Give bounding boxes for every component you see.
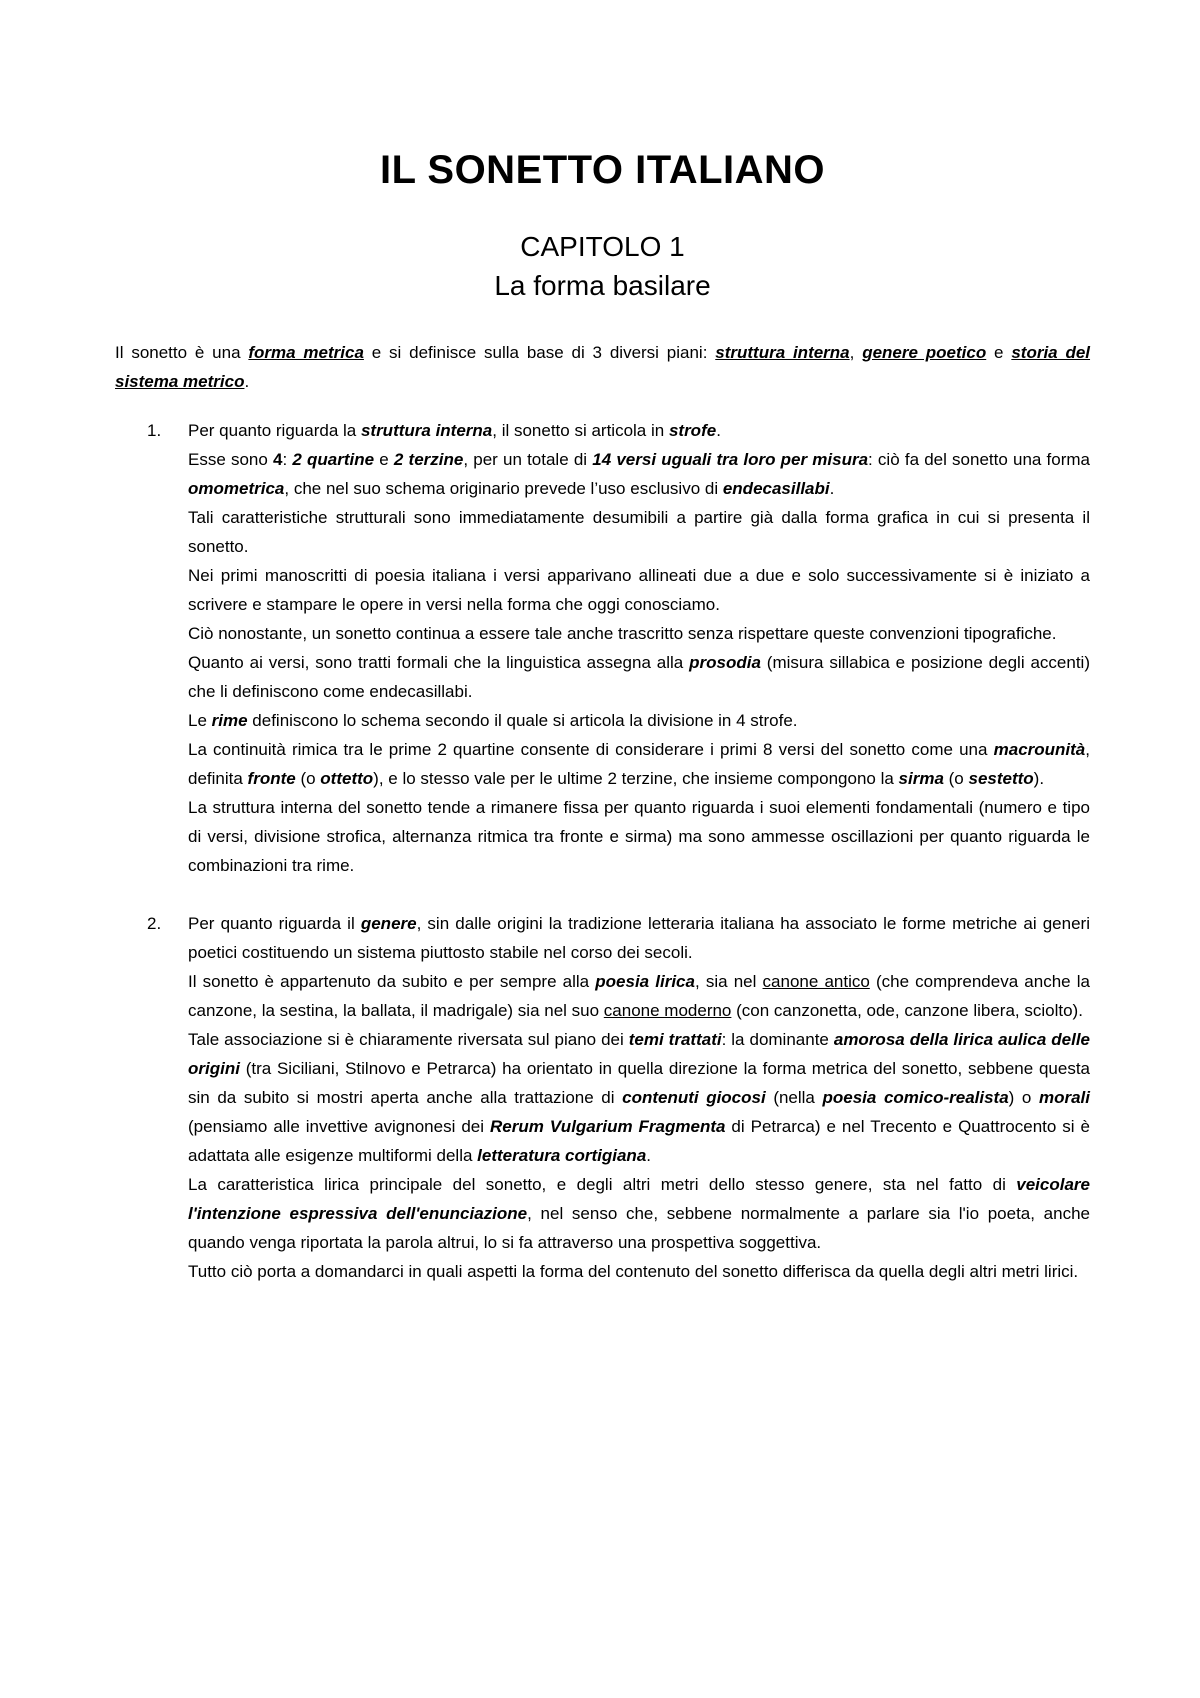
paragraph: Tali caratteristiche strutturali sono immediatamente desumibili a partire già dalla forma grafica in cui si presenta il sonetto. xyxy=(188,508,1090,556)
paragraph: La struttura interna del sonetto tende a rimanere fissa per quanto riguarda i suoi elementi fondamentali (numero e tipo di versi, divisione strofica, alternanza ritmica tra fronte e sirma) ma sono ammesse oscillazioni per quanto riguarda le combinazioni tra rime. xyxy=(188,798,1090,875)
list-item xyxy=(115,909,1090,1286)
key-term: amorosa della lirica aulica delle origini xyxy=(188,1030,1090,1078)
key-term: Rerum Vulgarium Fragmenta xyxy=(489,1117,726,1136)
list-number: 1. xyxy=(147,421,162,440)
key-term: 2 quartine xyxy=(292,450,375,469)
underlined-term: canone antico xyxy=(762,972,870,991)
key-term: genere poetico xyxy=(862,343,987,362)
key-term: prosodia xyxy=(689,653,761,672)
key-term: endecasillabi xyxy=(722,479,830,498)
paragraph: La caratteristica lirica principale del sonetto, e degli altri metri dello stesso genere, sta nel fatto di veicolare l'intenzione espressiva dell'enunciazione, nel senso che, sebbene normalmente a parlare sia l'io poeta, anche quando venga riportata la parola altrui, lo si fa attraverso una prospettiva soggettiva. xyxy=(188,1175,1090,1252)
list-item xyxy=(115,416,1090,880)
paragraph: Per quanto riguarda il genere, sin dalle origini la tradizione letteraria italiana ha associato le forme metriche ai generi poetici costituendo un sistema piuttosto stabile nel corso dei secoli. xyxy=(188,914,1090,962)
intro-paragraph: Il sonetto è una forma metrica e si definisce sulla base di 3 diversi piani: struttura interna, genere poetico e storia del sistema metrico. xyxy=(115,343,1091,391)
paragraph: Esse sono 4: 2 quartine e 2 terzine, per un totale di 14 versi uguali tra loro per misura: ciò fa del sonetto una forma omometrica, che nel suo schema originario prevede l’uso esclusivo di endecasillabi. xyxy=(188,450,1090,498)
key-term: storia del sistema metrico xyxy=(115,343,1091,391)
key-term: sirma xyxy=(898,769,944,788)
numbered-list xyxy=(115,416,1090,1286)
paragraph: La continuità rimica tra le prime 2 quartine consente di considerare i primi 8 versi del sonetto come una macrounità, definita fronte (o ottetto), e lo stesso vale per le ultime 2 terzine, che insieme compongono la sirma (o sestetto). xyxy=(188,740,1090,788)
key-term: struttura interna xyxy=(715,343,850,362)
key-term: rime xyxy=(211,711,248,730)
key-term: omometrica xyxy=(188,479,285,498)
key-term: poesia lirica xyxy=(595,972,695,991)
key-term: ottetto xyxy=(320,769,374,788)
key-term: macrounità xyxy=(993,740,1086,759)
key-term: 4 xyxy=(273,450,283,469)
key-term: strofe xyxy=(668,421,717,440)
paragraph: Nei primi manoscritti di poesia italiana i versi apparivano allineati due a due e solo successivamente si è iniziato a scrivere e stampare le opere in versi nella forma che oggi conosciamo. xyxy=(188,566,1090,614)
paragraph: Per quanto riguarda la struttura interna, il sonetto si articola in strofe. xyxy=(188,421,721,440)
paragraph: Quanto ai versi, sono tratti formali che la linguistica assegna alla prosodia (misura sillabica e posizione degli accenti) che li definiscono come endecasillabi. xyxy=(188,653,1090,701)
list-number: 2. xyxy=(147,914,162,933)
paragraph: Tale associazione si è chiaramente riversata sul piano dei temi trattati: la dominante amorosa della lirica aulica delle origini (tra Siciliani, Stilnovo e Petrarca) ha orientato in quella direzione la forma metrica del sonetto, sebbene questa sin da subito si mostri aperta anche alla trattazione di contenuti giocosi (nella poesia comico-realista) o morali (pensiamo alle invettive avignonesi dei Rerum Vulgarium Fragmenta di Petrarca) e nel Trecento e Quattrocento si è adattata alle esigenze multiformi della letteratura cortigiana. xyxy=(188,1030,1091,1165)
paragraph: Ciò nonostante, un sonetto continua a essere tale anche trascritto senza rispettare queste convenzioni tipografiche. xyxy=(188,624,1057,643)
paragraph: Tutto ciò porta a domandarci in quali aspetti la forma del contenuto del sonetto differisca da quella degli altri metri lirici. xyxy=(188,1262,1079,1281)
chapter-heading: CAPITOLO 1 xyxy=(520,231,685,262)
key-term: contenuti giocosi xyxy=(622,1088,766,1107)
key-term: 14 versi uguali tra loro per misura xyxy=(592,450,869,469)
key-term: poesia comico-realista xyxy=(822,1088,1009,1107)
key-term: forma metrica xyxy=(248,343,364,362)
key-term: temi trattati xyxy=(628,1030,722,1049)
document-title: IL SONETTO ITALIANO xyxy=(379,148,826,192)
paragraph: Il sonetto è appartenuto da subito e per sempre alla poesia lirica, sia nel canone antico (che comprendeva anche la canzone, la sestina, la ballata, il madrigale) sia nel suo canone moderno (con canzonetta, ode, canzone libera, sciolto). xyxy=(188,972,1090,1020)
underlined-term: canone moderno xyxy=(603,1001,732,1020)
key-term: veicolare l'intenzione espressiva dell'enunciazione xyxy=(188,1175,1090,1223)
key-term: sestetto xyxy=(968,769,1034,788)
chapter-subtitle: La forma basilare xyxy=(494,270,711,301)
key-term: struttura interna xyxy=(360,421,493,440)
key-term: letteratura cortigiana xyxy=(477,1146,647,1165)
key-term: morali xyxy=(1038,1088,1091,1107)
key-term: genere xyxy=(360,914,417,933)
key-term: 2 terzine xyxy=(393,450,464,469)
paragraph: Le rime definiscono lo schema secondo il quale si articola la divisione in 4 strofe. xyxy=(188,711,798,730)
key-term: fronte xyxy=(247,769,296,788)
